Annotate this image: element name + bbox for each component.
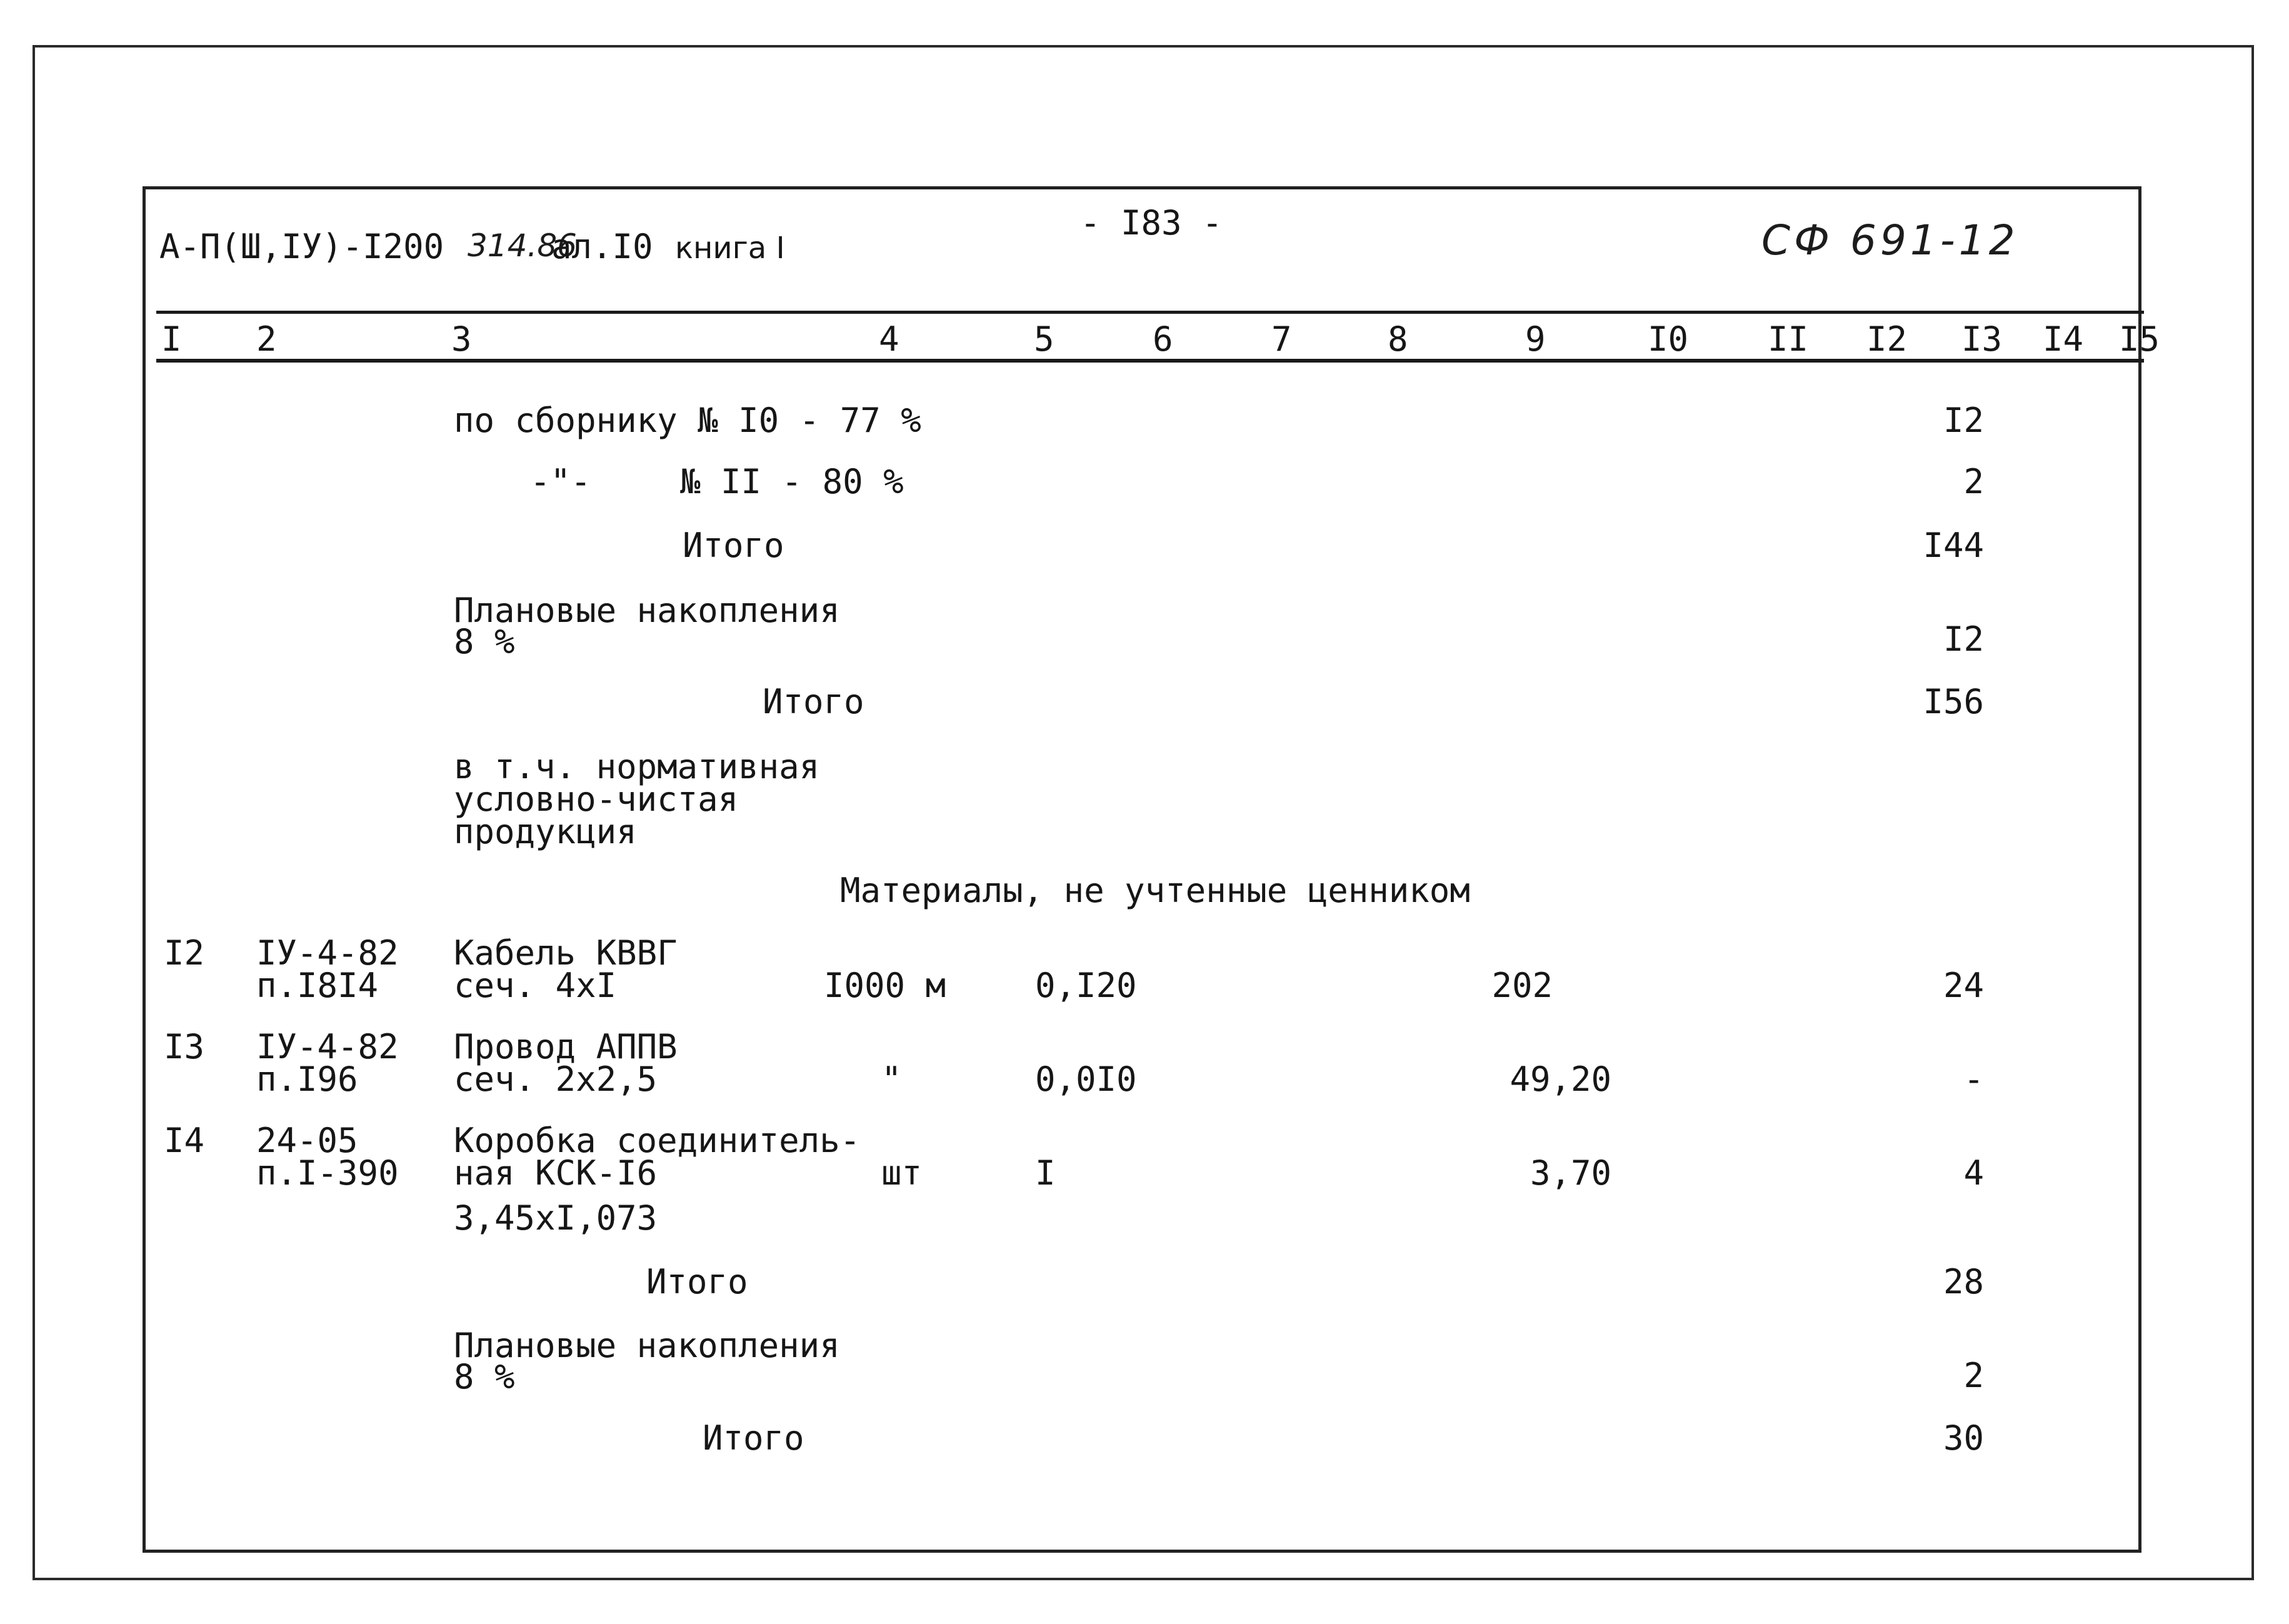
item-price: 49,20: [1510, 1060, 1611, 1099]
column-number: 2: [256, 319, 277, 359]
item-unit: I000 м: [824, 966, 946, 1005]
doc-code-handwritten: 314.86: [468, 228, 577, 264]
column-number: I4: [2043, 319, 2084, 359]
column-number: 3: [451, 319, 472, 359]
item-number: I3: [164, 1027, 205, 1066]
item-price: 3,70: [1530, 1153, 1611, 1193]
item-number: I2: [164, 933, 205, 973]
total-label: Итого: [683, 526, 784, 565]
collection-11-label: № II - 80 %: [680, 462, 904, 501]
item-number: I4: [164, 1121, 205, 1160]
item-code-paragraph: п.I96: [256, 1060, 358, 1099]
planned-savings-value: I2: [1943, 619, 1984, 659]
item-name: Коробка соединитель-: [454, 1121, 861, 1160]
item-code-paragraph: п.I-390: [256, 1153, 399, 1193]
item-code-paragraph: п.I8I4: [256, 966, 379, 1005]
doc-code: А-П(Ш,IУ)-I200: [159, 227, 444, 266]
item-quantity: 0,I20: [1035, 966, 1137, 1005]
column-number: I5: [2119, 319, 2160, 359]
normative-label: продукция: [454, 812, 637, 851]
item-name: Кабель КВВГ: [454, 933, 678, 973]
collection-11-value: 2: [1963, 462, 1984, 501]
column-number: 7: [1271, 319, 1292, 359]
collection-10-value: I2: [1943, 401, 1984, 440]
column-number: 6: [1153, 319, 1173, 359]
total-label: Итого: [646, 1262, 748, 1301]
item-unit: шт: [881, 1153, 923, 1193]
planned-savings-value: 2: [1963, 1356, 1984, 1395]
album-number: ал.I0: [551, 227, 653, 266]
item-unit: ": [881, 1060, 902, 1099]
column-number: I2: [1866, 319, 1908, 359]
total-value: 30: [1943, 1418, 1984, 1458]
item-name-detail: ная КСК-I6: [454, 1153, 658, 1193]
inner-frame: [143, 186, 2141, 1553]
ditto-mark: -"-: [530, 462, 591, 501]
header-rule-bottom: [156, 359, 2144, 363]
normative-label: в т.ч. нормативная: [454, 747, 820, 786]
item-code: IУ-4-82: [256, 933, 399, 973]
total-value: I56: [1923, 682, 1984, 721]
total-value: I44: [1923, 526, 1984, 565]
column-number: 5: [1034, 319, 1054, 359]
collection-10-label: по сборнику № I0 - 77 %: [454, 401, 921, 440]
item-code: 24-05: [256, 1121, 358, 1160]
column-number: 9: [1525, 319, 1546, 359]
item-sum: -: [1963, 1060, 1984, 1099]
item-dimensions: 3,45хI,073: [454, 1198, 658, 1238]
item-quantity: 0,0I0: [1035, 1060, 1137, 1099]
section-title: Материалы, не учтенные ценником: [840, 871, 1470, 910]
item-sum: 4: [1963, 1153, 1984, 1193]
item-name-detail: сеч. 2х2,5: [454, 1060, 658, 1099]
planned-savings-label: Плановые накопления: [454, 1326, 840, 1365]
column-number: 4: [879, 319, 899, 359]
planned-savings-percent: 8 %: [454, 622, 515, 661]
column-number: I0: [1648, 319, 1689, 359]
total-label: Итого: [703, 1418, 804, 1458]
book-number: книга I: [675, 231, 785, 266]
column-number: 8: [1388, 319, 1408, 359]
planned-savings-percent: 8 %: [454, 1357, 515, 1396]
column-number: II: [1768, 319, 1809, 359]
total-label: Итого: [763, 682, 864, 721]
header-rule-top: [156, 311, 2144, 314]
column-number: I3: [1961, 319, 2003, 359]
item-price: 202: [1491, 966, 1553, 1005]
item-code: IУ-4-82: [256, 1027, 399, 1066]
item-quantity: I: [1035, 1153, 1056, 1193]
page-number: - I83 -: [1080, 203, 1223, 243]
normative-label: условно-чистая: [454, 779, 739, 819]
total-value: 28: [1943, 1262, 1984, 1301]
item-name-detail: сеч. 4хI: [454, 966, 617, 1005]
handwritten-stamp: СФ 691-12: [1761, 216, 2019, 264]
column-number: I: [161, 319, 182, 359]
item-name: Провод АППВ: [454, 1027, 678, 1066]
item-sum: 24: [1943, 966, 1984, 1005]
planned-savings-label: Плановые накопления: [454, 591, 840, 630]
